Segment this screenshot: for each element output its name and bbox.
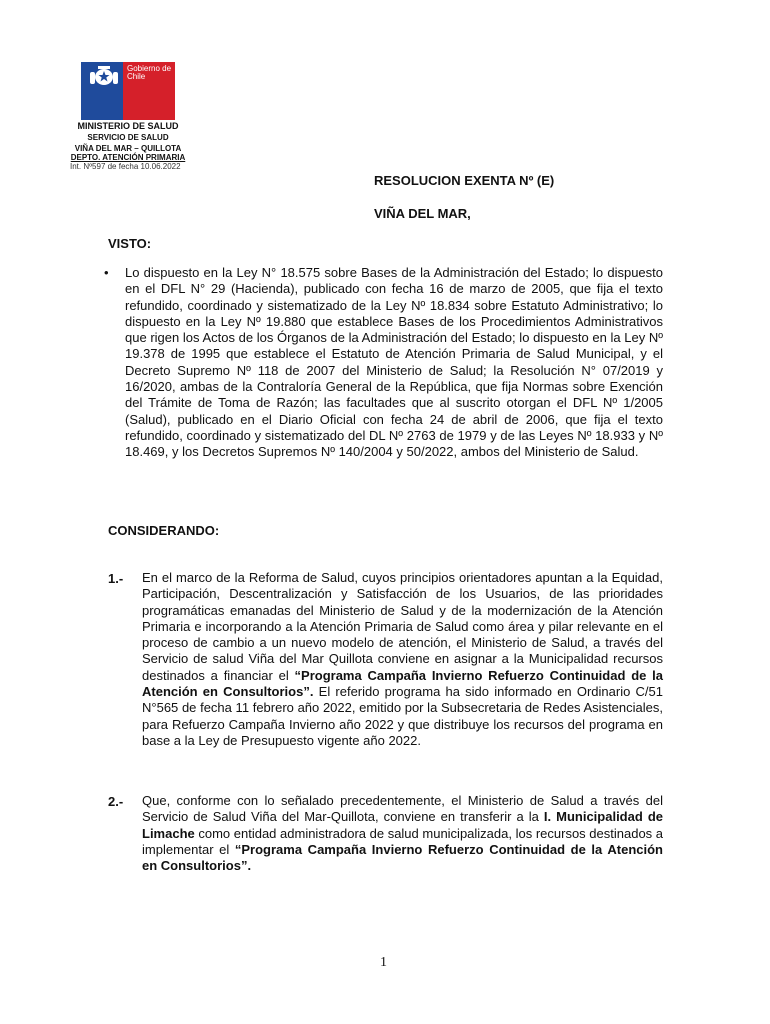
visto-heading: VISTO: [108, 236, 152, 251]
resolution-title: RESOLUCION EXENTA Nº (E) [374, 173, 555, 188]
government-logo [81, 62, 175, 120]
program-name: “Programa Campaña Invierno Refuerzo Continuidad de la Atención en Consultorios”. [142, 841, 663, 874]
department-label: DEPTO. ATENCIÓN PRIMARIA [70, 153, 186, 162]
visto-paragraph: Lo dispuesto en la Ley N° 18.575 sobre Bases de la Administración del Estado; lo dispuesto en el DFL N° 29 (Hacienda), publicado con fecha 16 de marzo de 2005, que fija el texto refundido, coordinado y sistematizado de la Ley Nº 18.834 sobre Estatuto Administrativo; lo dispuesto en la Ley Nº 19.880 que establece Bases de los Procedimientos Administrativos que rigen los Actos de los Órganos de la Administración del Estado; lo dispuesto en la Ley Nº 19.378 de 1995 que establece el Estatuto de Atención Primaria de Salud Municipal, y el Decreto Supremo Nº 118 de 2007 del Ministerio de Salud; la Resolución N° 07/2019 y 16/2020, ambas de la Contraloría General de la República, que fija Normas sobre Exención del Trámite de Toma de Razón; las facultades que al suscrito otorgan el DFL Nº 1/2005 (Salud), publicado en el Diario Oficial con fecha 24 de abril de 2006, que fija el texto refundido, coordinado y sistematizado del DL Nº 2763 de 1979 y de las Leyes Nº 18.933 y Nº 18.469, y los Decretos Supremos Nº 140/2004 y 50/2022, ambos del Ministerio de Salud. [125, 265, 663, 460]
service-label: SERVICIO DE SALUD [87, 133, 169, 142]
municipality-name: I. Municipalidad de Limache [142, 809, 663, 841]
paragraph-text: El referido programa ha sido informado en Ordinario C/51 N°565 de fecha 11 febrero año 2022, emitido por la Subsecretaria de Redes Asistenciales, para Refuerzo Campaña Invierno año 2022 y que distribuye los recursos del programa en base a la Ley de Presupuesto vigente año 2022. [142, 684, 663, 748]
considerando-paragraph-1 [142, 570, 663, 749]
paragraph-text: como entidad administradora de salud municipalizada, los recursos destinados a implementar el [142, 825, 664, 857]
ministry-label: MINISTERIO DE SALUD [77, 121, 179, 131]
resolution-city: VIÑA DEL MAR, [374, 206, 471, 221]
region-label: VIÑA DEL MAR – QUILLOTA [74, 144, 182, 153]
paragraph-text: En el marco de la Reforma de Salud, cuyos principios orientadores apuntan a la Equidad, Participación, Descentralización y Satisfacción de los Usuarios, de las prioridades programáticas emanadas del Ministerio de Salud y de la modernización de la Atención Primaria e incorporando a la Atención Primaria de Salud como área y pilar relevante en el proceso de cambio a un nuevo modelo de atención, el Ministerio de Salud, a través del Servicio de salud Viña del Mar Quillota conviene en asignar a la Municipalidad recursos destinados a financiar el [142, 570, 663, 683]
paragraph-text: Que, conforme con lo señalado precedentemente, el Ministerio de Salud a través del Servicio de Salud Viña del Mar-Quillota, conviene en transferir a la [142, 793, 663, 825]
considerando-heading: CONSIDERANDO: [108, 523, 220, 538]
logo-text: Gobierno de Chile [127, 64, 172, 81]
program-name: “Programa Campaña Invierno Refuerzo Continuidad de la Atención en Consultorios”. [142, 667, 663, 700]
bullet-icon: • [104, 265, 109, 280]
coat-of-arms-icon [84, 63, 124, 89]
considerando-paragraph-2 [142, 793, 663, 874]
internal-reference: Int. Nº597 de fecha 10.06.2022 [70, 162, 181, 171]
item-number: 1.- [108, 571, 124, 586]
page-number: 1 [380, 955, 387, 970]
item-number: 2.- [108, 794, 124, 809]
